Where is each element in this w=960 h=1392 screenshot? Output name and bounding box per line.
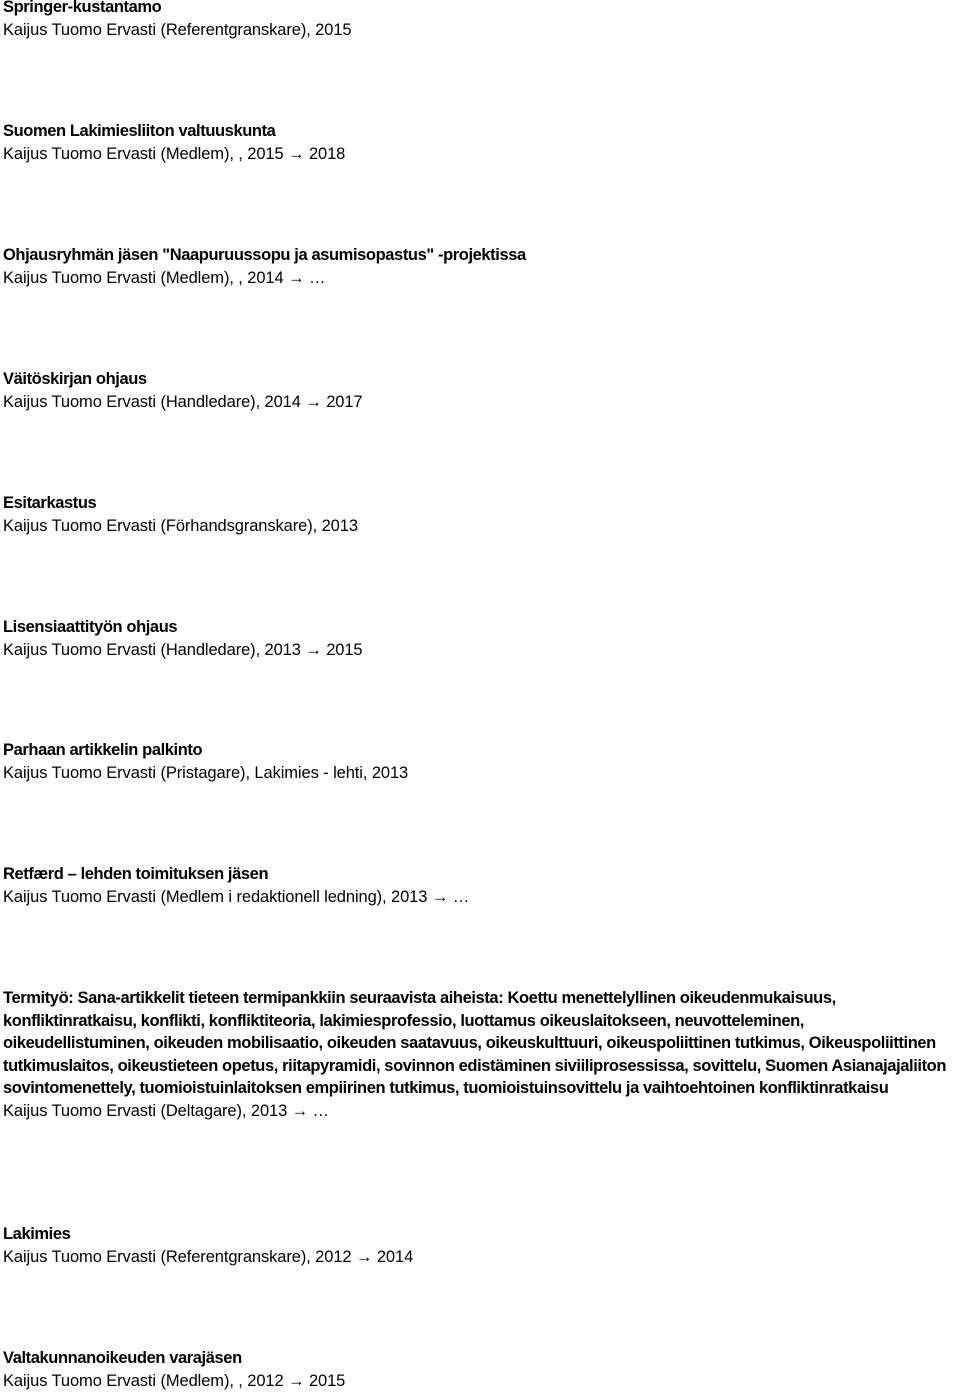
entry-detail: Kaijus Tuomo Ervasti (Förhandsgranskare), 2013 xyxy=(3,516,358,535)
entry-detail: Kaijus Tuomo Ervasti (Medlem), , 2014 → … xyxy=(3,268,326,287)
entry-title: Väitöskirjan ohjaus xyxy=(3,370,147,388)
entry-detail: Kaijus Tuomo Ervasti (Medlem), , 2015 → 2018 xyxy=(3,144,346,163)
entry-title: Parhaan artikkelin palkinto xyxy=(3,741,203,759)
list-item xyxy=(3,492,953,537)
list-item xyxy=(3,987,953,1123)
list-item xyxy=(3,616,953,661)
entry-detail: Kaijus Tuomo Ervasti (Medlem), , 2012 → 2015 xyxy=(3,1371,346,1390)
entry-detail: Kaijus Tuomo Ervasti (Pristagare), Lakimies - lehti, 2013 xyxy=(3,763,409,782)
entry-detail: Kaijus Tuomo Ervasti (Handledare), 2014 → 2017 xyxy=(3,392,363,411)
list-item xyxy=(3,1223,953,1268)
entry-title: Ohjausryhmän jäsen "Naapuruussopu ja asumisopastus" -projektissa xyxy=(3,246,526,264)
entry-title: Esitarkastus xyxy=(3,494,97,512)
list-item xyxy=(3,1347,953,1392)
entry-title: Lakimies xyxy=(3,1225,71,1243)
entry-detail: Kaijus Tuomo Ervasti (Handledare), 2013 → 2015 xyxy=(3,640,363,659)
entry-detail: Kaijus Tuomo Ervasti (Medlem i redaktionell ledning), 2013 → … xyxy=(3,887,470,906)
entry-title: Springer-kustantamo xyxy=(3,0,162,16)
list-item xyxy=(3,739,953,784)
entry-detail: Kaijus Tuomo Ervasti (Referentgranskare), 2012 → 2014 xyxy=(3,1247,414,1266)
entry-title: Termityö: Sana-artikkelit tieteen termipankkiin seuraavista aiheista: Koettu menettelyllinen oikeudenmukaisuus, konfliktinratkaisu, konflikti, konfliktiteoria, lakimiesprofessio, luottamus oikeuslaitokseen, neuvotteleminen, oikeudellistuminen, oikeuden mobilisaatio, oikeuden saatavuus, oikeuskulttuuri, oikeuspoliittinen tutkimus, Oikeuspoliittinen tutkimuslaitos, oikeustieteen opetus, riitapyramidi, sovinnon edistäminen siviiliprosessissa, sovittelu, Suomen Asianajajaliiton sovintomenettely, tuomioistuinlaitoksen empiirinen tutkimus, tuomioistuinsovittelu ja vaihtoehtoinen konfliktinratkaisu xyxy=(3,989,947,1098)
entry-detail: Kaijus Tuomo Ervasti (Deltagare), 2013 → … xyxy=(3,1101,329,1120)
entry-title: Suomen Lakimiesliiton valtuuskunta xyxy=(3,122,276,140)
list-item xyxy=(3,368,953,413)
entry-title: Lisensiaattityön ohjaus xyxy=(3,618,178,636)
list-item xyxy=(3,863,953,908)
list-item xyxy=(3,120,953,165)
entry-title: Retfærd – lehden toimituksen jäsen xyxy=(3,865,269,883)
list-item xyxy=(3,244,953,289)
entry-detail: Kaijus Tuomo Ervasti (Referentgranskare), 2015 xyxy=(3,20,352,39)
list-item xyxy=(3,0,953,41)
entry-title: Valtakunnanoikeuden varajäsen xyxy=(3,1349,242,1367)
